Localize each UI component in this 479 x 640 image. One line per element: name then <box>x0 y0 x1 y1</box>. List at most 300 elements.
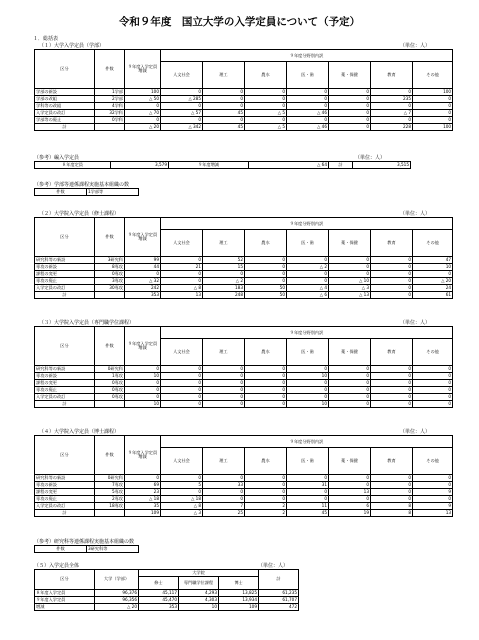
table-row <box>35 277 453 284</box>
row-prev: 10 <box>125 372 161 379</box>
row-field-value: 0 <box>287 277 329 284</box>
row-field-value: 0 <box>371 474 413 481</box>
table-row <box>35 502 453 509</box>
row-field-value: 0 <box>245 263 287 270</box>
row-field-value: 0 <box>161 270 203 277</box>
row-field-value: 0 <box>203 474 245 481</box>
row-field-value: 45 <box>203 123 245 130</box>
row-field-value: 10 <box>287 400 329 407</box>
row-label: 学部等の廃止 <box>35 116 95 123</box>
row-field-value: 0 <box>245 365 287 372</box>
row-count: 1専攻 <box>95 372 125 379</box>
row-field-value: 235 <box>371 95 413 102</box>
row-count: 0専攻 <box>95 270 125 277</box>
row-field-value: 0 <box>203 393 245 400</box>
row-field-value: 228 <box>371 123 413 130</box>
row-field-value: 13 <box>329 488 371 495</box>
row-field-value: 0 <box>245 256 287 263</box>
summary-table <box>34 569 299 611</box>
table-header-row <box>35 218 453 230</box>
row-field-value: 0 <box>413 95 453 102</box>
row-field-value: 0 <box>329 256 371 263</box>
summary-header-total: 計 <box>259 570 299 590</box>
row-field-value: 0 <box>161 116 203 123</box>
header-prev: ９年度入学定員増減 <box>125 327 161 366</box>
row-field-value: 0 <box>161 400 203 407</box>
row-prev: 44 <box>125 263 161 270</box>
unit-label: （単位：人） <box>258 563 289 569</box>
header-kensu: 件数 <box>95 436 125 475</box>
row-field-value: 248 <box>203 291 245 298</box>
summary-row-label: 増減 <box>35 604 95 611</box>
row-field-value: 0 <box>203 270 245 277</box>
table-row <box>35 393 453 400</box>
row-label: 専攻の廃止 <box>35 495 95 502</box>
row-field-value: 0 <box>329 109 371 116</box>
row-count: 5専攻 <box>95 488 125 495</box>
row-field-value: 10 <box>287 372 329 379</box>
row-field-value: 5 <box>161 481 203 488</box>
summary-cell: 61,235 <box>259 590 299 597</box>
row-count: 32学科 <box>95 109 125 116</box>
row-field-value: 0 <box>287 116 329 123</box>
row-field-value: 0 <box>245 116 287 123</box>
master-heading: （２）大学院入学定員（修士課程） <box>39 211 120 217</box>
row-prev: 0 <box>125 474 161 481</box>
ref2-label: 件数 <box>35 546 87 553</box>
row-field-value: 0 <box>371 386 413 393</box>
row-field-value: 0 <box>329 270 371 277</box>
row-field-value: 0 <box>161 379 203 386</box>
row-field-value: 24 <box>413 284 453 291</box>
row-field-value: △ 10 <box>329 277 371 284</box>
row-field-value: 6 <box>329 502 371 509</box>
row-field-value: 0 <box>161 393 203 400</box>
unit-label: （単位：人） <box>400 211 431 217</box>
row-field-value: △ 3 <box>329 284 371 291</box>
row-field-value: 0 <box>371 277 413 284</box>
summary-cell: 45,117 <box>139 590 179 597</box>
table-row <box>35 88 453 95</box>
summary-cell: 96,356 <box>95 597 139 604</box>
row-field-value: 0 <box>203 386 245 393</box>
row-label: 入学定員の改訂 <box>35 284 95 291</box>
table-header-row <box>35 436 453 448</box>
row-count <box>95 509 125 516</box>
header-breakdown: ９年度分野別内訳 <box>161 327 453 339</box>
row-count: 1学部 <box>95 88 125 95</box>
row-prev: 0 <box>125 386 161 393</box>
row-field-value: 0 <box>287 270 329 277</box>
summary-heading: （５）入学定員全体 <box>34 563 80 569</box>
row-label: 課程の変更 <box>35 270 95 277</box>
header-field: 人文社会 <box>161 448 203 474</box>
prof-heading: （３）大学院入学定員（専門職学位課程） <box>39 320 135 326</box>
doctor-heading: （４）大学院入学定員（博士課程） <box>39 429 120 435</box>
summary-cell: 45,470 <box>139 597 179 604</box>
row-field-value: △ 5 <box>245 109 287 116</box>
undergrad-table <box>34 49 453 131</box>
summary-cell: 61,707 <box>259 597 299 604</box>
total-row <box>35 291 453 298</box>
row-field-value: 19 <box>329 509 371 516</box>
row-field-value: 0 <box>329 393 371 400</box>
row-count <box>95 400 125 407</box>
row-field-value: 0 <box>161 277 203 284</box>
summary-row-label: ９年度入学定員 <box>35 597 95 604</box>
ref1-value: 1学部等 <box>87 189 139 196</box>
row-field-value: 0 <box>329 481 371 488</box>
row-field-value: 0 <box>161 488 203 495</box>
header-field: 理工 <box>203 339 245 365</box>
row-field-value: △ 2 <box>287 263 329 270</box>
row-label: 専攻の新設 <box>35 263 95 270</box>
total-row <box>35 400 453 407</box>
summary-cell: 4,293 <box>179 590 219 597</box>
row-count: 8専攻 <box>95 263 125 270</box>
header-kensu: 件数 <box>95 50 125 89</box>
table-row <box>35 116 453 123</box>
row-prev: △ 70 <box>125 109 161 116</box>
row-count: 2学部 <box>95 95 125 102</box>
row-field-value: △ 285 <box>161 95 203 102</box>
header-field: 教育 <box>371 62 413 88</box>
row-field-value: 0 <box>371 116 413 123</box>
header-kubun: 区分 <box>35 436 95 475</box>
row-count <box>95 123 125 130</box>
summary-cell: 353 <box>139 604 179 611</box>
row-field-value: 45 <box>287 509 329 516</box>
row-field-value: 0 <box>329 386 371 393</box>
row-count: 3研究科 <box>95 256 125 263</box>
row-field-value: 0 <box>413 109 453 116</box>
row-field-value: 0 <box>161 102 203 109</box>
row-prev: 0 <box>125 365 161 372</box>
row-field-value: 0 <box>371 481 413 488</box>
row-field-value: 0 <box>329 102 371 109</box>
transfer-label: ８年度定員 <box>35 162 111 169</box>
row-field-value: 0 <box>245 400 287 407</box>
row-label: 計 <box>35 123 95 130</box>
row-field-value: △ 57 <box>161 109 203 116</box>
row-field-value: △ 4 <box>287 284 329 291</box>
row-field-value: 21 <box>161 263 203 270</box>
row-field-value: 0 <box>161 372 203 379</box>
row-label: 計 <box>35 291 95 298</box>
row-field-value: 0 <box>287 474 329 481</box>
header-field: その他 <box>413 448 453 474</box>
row-field-value: 8 <box>371 502 413 509</box>
row-field-value: 0 <box>413 270 453 277</box>
row-field-value: 0 <box>203 400 245 407</box>
row-label: 入学定員の改訂 <box>35 393 95 400</box>
table-row <box>35 95 453 102</box>
table-row <box>35 481 453 488</box>
row-count: 30専攻 <box>95 284 125 291</box>
row-field-value: 0 <box>203 102 245 109</box>
row-label: 課程の変更 <box>35 379 95 386</box>
row-field-value: 0 <box>413 386 453 393</box>
row-label: 課程の変更 <box>35 488 95 495</box>
table-row <box>35 379 453 386</box>
row-field-value: △ 7 <box>371 109 413 116</box>
summary-header-master: 修士 <box>139 577 179 590</box>
row-label: 計 <box>35 509 95 516</box>
row-prev: 100 <box>125 88 161 95</box>
row-field-value: 52 <box>203 256 245 263</box>
row-field-value: 0 <box>203 488 245 495</box>
table-row <box>35 386 453 393</box>
row-field-value: 0 <box>329 379 371 386</box>
table-row <box>35 488 453 495</box>
row-field-value: △ 2 <box>203 277 245 284</box>
ref2-heading: （参考）研究科等連係課程実施基本組織の数 <box>34 539 135 545</box>
row-field-value: 0 <box>245 488 287 495</box>
row-prev: △ 20 <box>125 123 161 130</box>
header-field: 理工 <box>203 62 245 88</box>
row-label: 入学定員の改訂 <box>35 109 95 116</box>
header-field: 教育 <box>371 448 413 474</box>
row-field-value: 0 <box>413 379 453 386</box>
row-field-value: 61 <box>413 291 453 298</box>
row-field-value: 0 <box>413 102 453 109</box>
table-row <box>35 474 453 481</box>
row-prev: 35 <box>125 502 161 509</box>
row-field-value: 0 <box>371 400 413 407</box>
row-field-value: 0 <box>371 372 413 379</box>
header-prev: ９年度入学定員増減 <box>125 50 161 89</box>
row-field-value: △ 6 <box>287 291 329 298</box>
row-count: 7専攻 <box>95 481 125 488</box>
header-breakdown: ９年度分野別内訳 <box>161 218 453 230</box>
row-field-value: 0 <box>329 123 371 130</box>
summary-row-label: ８年度入学定員 <box>35 590 95 597</box>
row-count: 0専攻 <box>95 393 125 400</box>
row-prev: 10 <box>125 400 161 407</box>
header-field: 人文社会 <box>161 62 203 88</box>
row-field-value: 0 <box>287 102 329 109</box>
row-field-value: 0 <box>329 372 371 379</box>
row-count: 0専攻 <box>95 379 125 386</box>
row-field-value: 0 <box>245 88 287 95</box>
row-label: 学科等の改組 <box>35 102 95 109</box>
row-field-value: 0 <box>203 365 245 372</box>
row-prev: 23 <box>125 488 161 495</box>
ref1-label: 件数 <box>35 189 87 196</box>
row-prev: 0 <box>125 102 161 109</box>
row-field-value: 0 <box>245 270 287 277</box>
header-prev: ９年度入学定員増減 <box>125 436 161 475</box>
row-field-value: 0 <box>371 495 413 502</box>
unit-label: （単位：人） <box>400 43 431 49</box>
row-count: 0専攻 <box>95 386 125 393</box>
row-field-value: 0 <box>287 379 329 386</box>
row-field-value: 0 <box>413 372 453 379</box>
row-field-value: 0 <box>413 393 453 400</box>
row-field-value: 2 <box>245 509 287 516</box>
row-prev: 353 <box>125 291 161 298</box>
table-row <box>35 284 453 291</box>
ref1-table <box>34 188 139 196</box>
row-field-value: 0 <box>245 379 287 386</box>
header-field: 農水 <box>245 230 287 256</box>
header-field: 教育 <box>371 230 413 256</box>
row-field-value: 0 <box>371 284 413 291</box>
row-field-value: △ 8 <box>161 502 203 509</box>
row-field-value: 0 <box>413 474 453 481</box>
header-breakdown: ９年度分野別内訳 <box>161 50 453 62</box>
row-field-value: 0 <box>371 88 413 95</box>
row-count: 0研究科 <box>95 474 125 481</box>
row-field-value: 0 <box>287 386 329 393</box>
row-field-value: 0 <box>371 365 413 372</box>
row-field-value: 0 <box>287 365 329 372</box>
row-field-value: 0 <box>245 386 287 393</box>
row-field-value: 0 <box>413 116 453 123</box>
row-field-value: 2 <box>245 502 287 509</box>
row-field-value: 0 <box>329 495 371 502</box>
row-field-value: △ 8 <box>161 284 203 291</box>
summary-header-grad: 大学院 <box>139 570 259 577</box>
row-field-value: 0 <box>203 495 245 502</box>
row-prev: 0 <box>125 379 161 386</box>
summary-header-doctor: 博士 <box>219 577 259 590</box>
row-field-value: 0 <box>287 256 329 263</box>
row-label: 研究科等の新設 <box>35 474 95 481</box>
row-field-value: 13 <box>161 291 203 298</box>
header-field: 薬・保健 <box>329 230 371 256</box>
row-field-value: 0 <box>413 400 453 407</box>
row-field-value: 0 <box>371 102 413 109</box>
header-field: 医・歯 <box>287 230 329 256</box>
row-field-value: 8 <box>371 509 413 516</box>
summary-cell: 472 <box>259 604 299 611</box>
row-field-value: 50 <box>245 291 287 298</box>
row-field-value: 33 <box>203 481 245 488</box>
header-kubun: 区分 <box>35 50 95 89</box>
row-field-value: 0 <box>245 102 287 109</box>
transfer-label: ９年度増減 <box>169 162 249 169</box>
header-field: 薬・保健 <box>329 339 371 365</box>
row-label: 専攻の廃止 <box>35 277 95 284</box>
header-field: 医・歯 <box>287 339 329 365</box>
ref2-value: 3研究科等 <box>87 546 139 553</box>
row-field-value: 0 <box>329 474 371 481</box>
summary-cell: 13,934 <box>219 597 259 604</box>
row-field-value: 100 <box>413 123 453 130</box>
row-field-value: 100 <box>413 88 453 95</box>
row-field-value: 0 <box>245 95 287 102</box>
header-field: 理工 <box>203 448 245 474</box>
table-row <box>35 263 453 270</box>
row-field-value: △ 342 <box>161 123 203 130</box>
header-field: 医・歯 <box>287 62 329 88</box>
row-field-value: 0 <box>161 88 203 95</box>
row-field-value: △ 20 <box>413 277 453 284</box>
row-count: 18専攻 <box>95 502 125 509</box>
row-field-value: 0 <box>245 277 287 284</box>
row-field-value: 31 <box>287 481 329 488</box>
row-field-value: 0 <box>203 379 245 386</box>
row-field-value: 15 <box>203 263 245 270</box>
row-field-value: 0 <box>287 95 329 102</box>
row-field-value: 0 <box>161 365 203 372</box>
row-field-value: △ 46 <box>287 109 329 116</box>
row-field-value: 0 <box>203 372 245 379</box>
prof-table <box>34 326 453 408</box>
header-field: 農水 <box>245 62 287 88</box>
row-prev: 0 <box>125 270 161 277</box>
row-field-value: 183 <box>203 284 245 291</box>
row-field-value: 0 <box>413 365 453 372</box>
summary-header-prof: 専門職学位課程 <box>179 577 219 590</box>
row-field-value: 0 <box>203 116 245 123</box>
undergrad-heading: （１）大学入学定員（学部） <box>39 43 105 49</box>
table-header-row <box>35 50 453 62</box>
header-field: その他 <box>413 230 453 256</box>
row-label: 研究科等の新設 <box>35 256 95 263</box>
header-field: 薬・保健 <box>329 62 371 88</box>
table-row <box>35 495 453 502</box>
row-field-value: 0 <box>329 95 371 102</box>
summary-cell: 10 <box>179 604 219 611</box>
row-prev: 99 <box>125 256 161 263</box>
total-row <box>35 123 453 130</box>
row-field-value: 0 <box>245 495 287 502</box>
header-field: その他 <box>413 62 453 88</box>
row-label: 専攻の新設 <box>35 372 95 379</box>
summary-cell: 4,303 <box>179 597 219 604</box>
table-row <box>35 372 453 379</box>
row-field-value: 13 <box>413 509 453 516</box>
summary-header-kubun: 区分 <box>35 570 95 590</box>
row-count: 3専攻 <box>95 277 125 284</box>
unit-label: （単位：人） <box>400 320 431 326</box>
row-field-value: △ 3 <box>161 509 203 516</box>
doctor-table <box>34 435 453 517</box>
header-kubun: 区分 <box>35 327 95 366</box>
row-field-value: 0 <box>329 263 371 270</box>
row-label: 学部の改組 <box>35 95 95 102</box>
row-prev: 109 <box>125 509 161 516</box>
row-field-value: 0 <box>203 95 245 102</box>
row-field-value: 0 <box>371 291 413 298</box>
table-row <box>35 109 453 116</box>
transfer-value: △ 64 <box>249 162 329 169</box>
transfer-value: 3,515 <box>353 162 411 169</box>
row-prev: 0 <box>125 116 161 123</box>
row-field-value: 0 <box>413 495 453 502</box>
table-header-row <box>35 327 453 339</box>
header-field: 人文社会 <box>161 339 203 365</box>
row-field-value: 0 <box>371 393 413 400</box>
row-label: 専攻の新設 <box>35 481 95 488</box>
row-field-value: 9 <box>413 488 453 495</box>
header-field: 薬・保健 <box>329 448 371 474</box>
row-field-value: 0 <box>371 270 413 277</box>
row-label: 専攻の廃止 <box>35 386 95 393</box>
row-field-value: 0 <box>161 386 203 393</box>
header-kensu: 件数 <box>95 327 125 366</box>
row-field-value: 0 <box>245 474 287 481</box>
page-title: 令和９年度 国立大学の入学定員について（予定） <box>118 16 361 28</box>
row-field-value: 50 <box>245 284 287 291</box>
table-row <box>35 365 453 372</box>
row-field-value: 25 <box>203 509 245 516</box>
row-field-value: 10 <box>413 263 453 270</box>
row-count: 4学科 <box>95 102 125 109</box>
row-field-value: 0 <box>287 488 329 495</box>
